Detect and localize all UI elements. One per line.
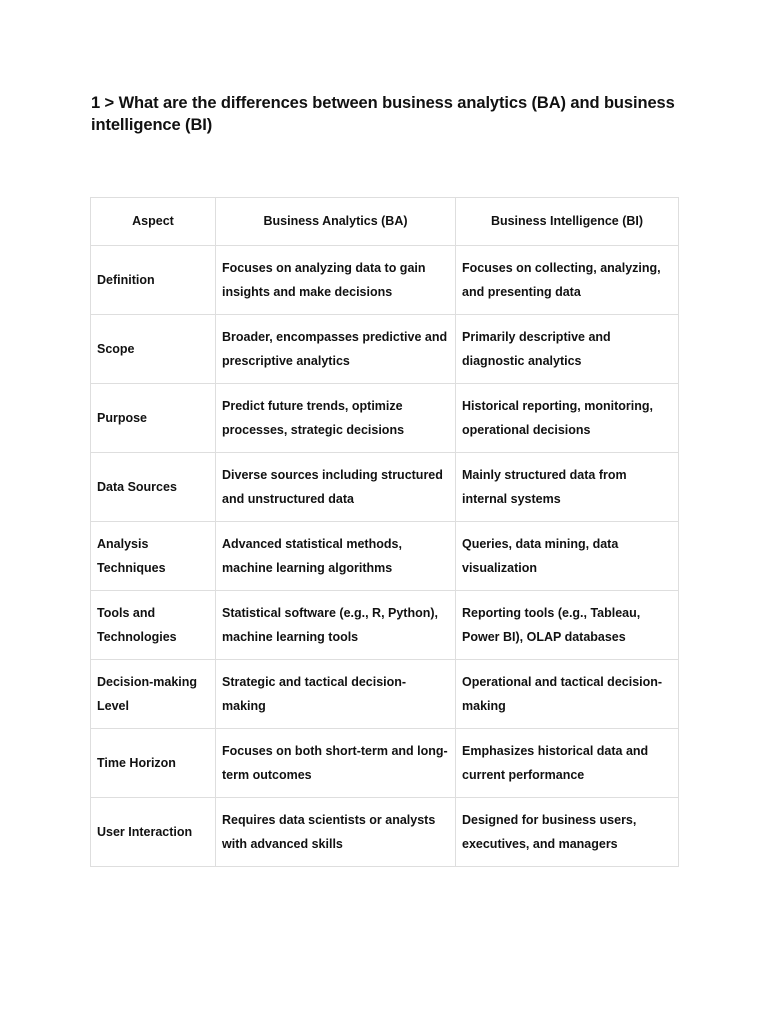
table-row — [91, 246, 679, 315]
row-ba-cell: Focuses on analyzing data to gain insights and make decisions — [216, 246, 456, 315]
table-row — [91, 660, 679, 729]
row-aspect-cell: Definition — [91, 246, 216, 315]
row-aspect-cell: Tools and Technologies — [91, 591, 216, 660]
table-row — [91, 798, 679, 867]
row-bi-cell: Focuses on collecting, analyzing, and presenting data — [456, 246, 679, 315]
row-ba-cell: Requires data scientists or analysts with advanced skills — [216, 798, 456, 867]
page-title: 1 > What are the differences between business analytics (BA) and business intelligence (BI) — [91, 94, 675, 134]
row-aspect-cell: Data Sources — [91, 453, 216, 522]
row-ba-cell: Statistical software (e.g., R, Python), machine learning tools — [216, 591, 456, 660]
row-bi-cell: Historical reporting, monitoring, operational decisions — [456, 384, 679, 453]
row-ba-cell: Advanced statistical methods, machine learning algorithms — [216, 522, 456, 591]
table-header-row — [91, 198, 679, 246]
row-ba-cell: Strategic and tactical decision-making — [216, 660, 456, 729]
table-row — [91, 591, 679, 660]
row-bi-cell: Designed for business users, executives, and managers — [456, 798, 679, 867]
row-ba-cell: Diverse sources including structured and unstructured data — [216, 453, 456, 522]
table-row — [91, 315, 679, 384]
row-bi-cell: Emphasizes historical data and current performance — [456, 729, 679, 798]
row-ba-cell: Focuses on both short-term and long-term outcomes — [216, 729, 456, 798]
row-bi-cell: Mainly structured data from internal systems — [456, 453, 679, 522]
row-bi-cell: Reporting tools (e.g., Tableau, Power BI), OLAP databases — [456, 591, 679, 660]
row-ba-cell: Predict future trends, optimize processes, strategic decisions — [216, 384, 456, 453]
comparison-table — [90, 197, 679, 867]
table-row — [91, 729, 679, 798]
row-aspect-cell: User Interaction — [91, 798, 216, 867]
row-ba-cell: Broader, encompasses predictive and prescriptive analytics — [216, 315, 456, 384]
column-header-aspect: Aspect — [91, 198, 216, 246]
column-header-business-analytics: Business Analytics (BA) — [216, 198, 456, 246]
row-aspect-cell: Time Horizon — [91, 729, 216, 798]
row-aspect-cell: Decision-making Level — [91, 660, 216, 729]
table-row — [91, 453, 679, 522]
table-row — [91, 384, 679, 453]
column-header-business-intelligence: Business Intelligence (BI) — [456, 198, 679, 246]
row-bi-cell: Operational and tactical decision-making — [456, 660, 679, 729]
table-row — [91, 522, 679, 591]
row-aspect-cell: Analysis Techniques — [91, 522, 216, 591]
row-bi-cell: Primarily descriptive and diagnostic analytics — [456, 315, 679, 384]
row-aspect-cell: Purpose — [91, 384, 216, 453]
row-bi-cell: Queries, data mining, data visualization — [456, 522, 679, 591]
row-aspect-cell: Scope — [91, 315, 216, 384]
